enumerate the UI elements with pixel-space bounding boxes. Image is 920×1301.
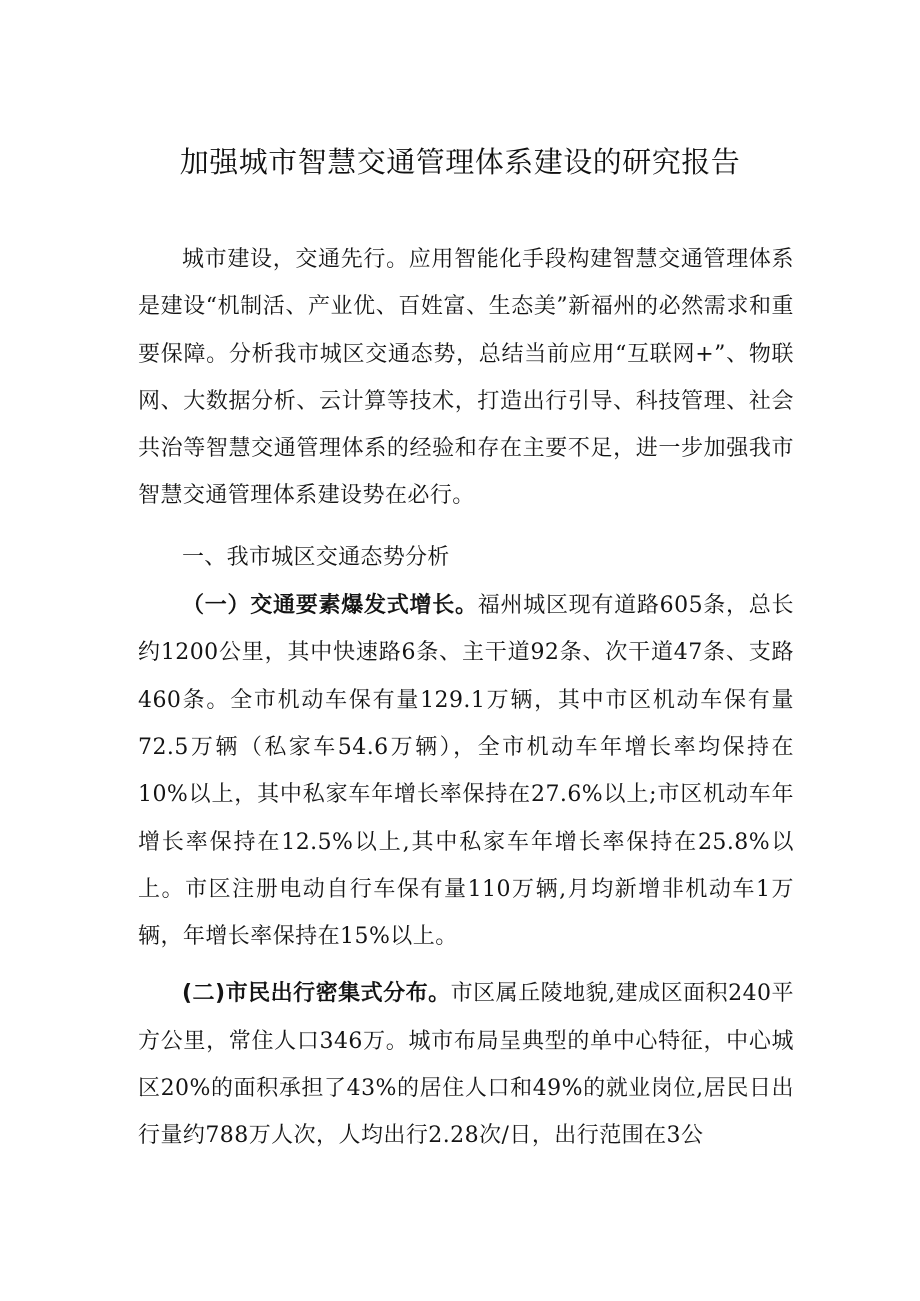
subsection-2-label: (二)市民出行密集式分布。 [182, 981, 451, 1007]
subsection-1-paragraph [138, 582, 794, 960]
section-heading: 一、我市城区交通态势分析 [182, 544, 450, 570]
subsection-1-label: （一）交通要素爆发式增长。 [182, 593, 478, 619]
subsection-2-paragraph [138, 970, 794, 1159]
document-body [138, 236, 794, 1160]
subsection-2-text: 市区属丘陵地貌,建成区面积240平方公里，常住人口346万。城市布局呈典型的单中心特征，中心城区20%的面积承担了43%的居住人口和49%的就业岗位,居民日出行量约788万人次，人均出行2.28次/日，出行范围在3公 [138, 981, 794, 1149]
intro-paragraph: 城市建设，交通先行。应用智能化手段构建智慧交通管理体系是建设“机制活、产业优、百姓富、生态美”新福州的必然需求和重要保障。分析我市城区交通态势，总结当前应用“互联网+”、物联网、大数据分析、云计算等技术，打造出行引导、科技管理、社会共治等智慧交通管理体系的经验和存在主要不足，进一步加强我市智慧交通管理体系建设势在必行。 [138, 247, 794, 509]
subsection-1-text: 福州城区现有道路605条，总长约1200公里，其中快速路6条、主干道92条、次干道47条、支路460条。全市机动车保有量129.1万辆，其中市区机动车保有量72.5万辆（私家车54.6万辆），全市机动车年增长率均保持在10%以上，其中私家车年增长率保持在27.6%以上;市区机动车年增长率保持在12.5%以上,其中私家车年增长率保持在25.8%以上。市区注册电动自行车保有量110万辆,月均新增非机动车1万辆，年增长率保持在15%以上。 [138, 593, 794, 950]
document-title: 加强城市智慧交通管理体系建设的研究报告 [179, 145, 741, 179]
